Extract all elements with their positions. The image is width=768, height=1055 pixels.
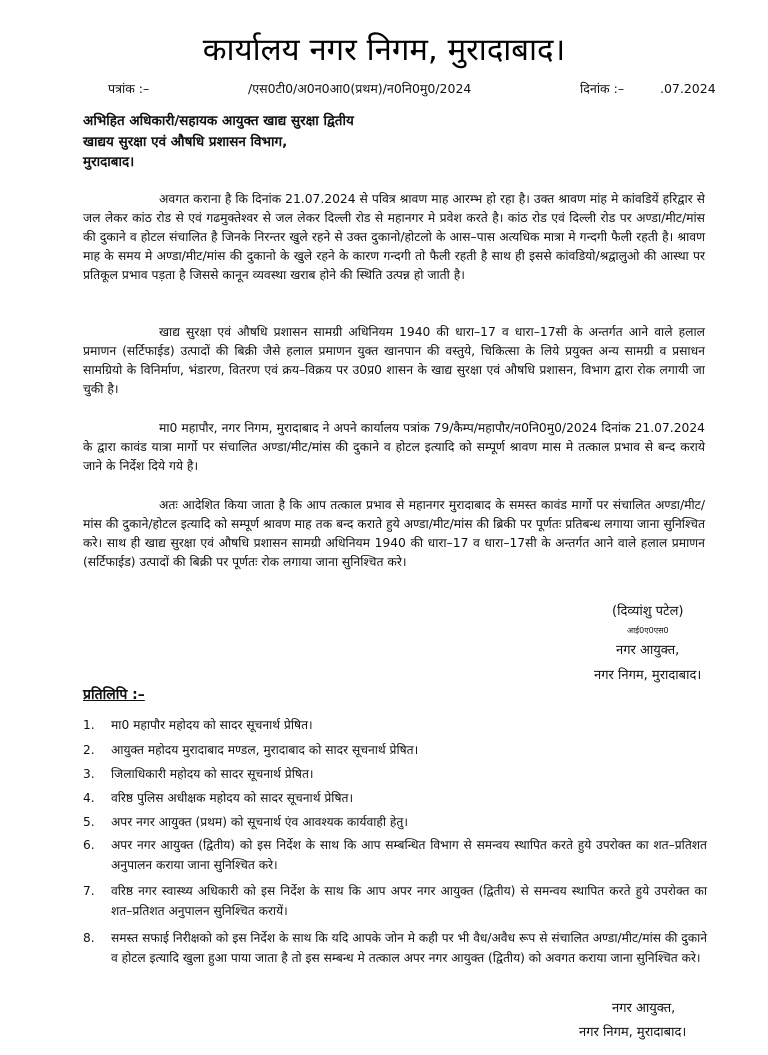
- copy-item: आयुक्त महोदय मुरादाबाद मण्डल, मुरादाबाद को सादर सूचनार्थ प्रेषित।: [111, 743, 419, 757]
- office-title: कार्यालय नगर निगम, मुरादाबाद।: [202, 32, 566, 68]
- body-paragraph-4: अतः आदेशित किया जाता है कि आप तत्काल प्रभाव से महानगर मुरादाबाद के समस्त कावंड मार्गो पर संचालित अण्डा/मीट/मांस की दुकाने/होटल इत्यादि को सम्पूर्ण श्रावण माह तक बन्द कराते हुये अण्डा/मीट/मांस की ब्रिकी पर पूर्णतः प्रतिबन्ध लगाया जाना सुनिश्चित करे। साथ ही खाद्य सुरक्षा एवं औषधि प्रशासन सामग्री अधिनियम 1940 की धारा–17 व धारा–17सी के अन्तर्गत आने वाले हलाल प्रमाणन (सर्टिफाईड) उत्पादों की बिक्री पर पूर्णतः रोक लगाया जाना सुनिश्चित करे।: [83, 498, 705, 569]
- body-paragraph-3: मा0 महापौर, नगर निगम, मुरादाबाद ने अपने कार्यालय पत्रांक 79/कैम्प/महापौर/न0नि0मु0/2024 दिनांक 21.07.2024 के द्वारा कावंड यात्रा मार्गो पर संचालित अण्डा/मीट/मांस की दुकाने व होटल इत्यादि को सम्पूर्ण श्रावण मास मे तत्काल प्रभाव से बन्द कराये जाने के निर्देश दिये गये है।: [83, 421, 705, 473]
- copy-item: जिलाधिकारी महोदय को सादर सूचनार्थ प्रेषित।: [111, 767, 314, 781]
- reference-number: /एस0टी0/अ0न0आ0(प्रथम)/न0नि0मु0/2024: [248, 81, 472, 96]
- addressee-line-3: मुरादाबाद।: [83, 154, 135, 170]
- signatory-office: नगर निगम, मुरादाबाद।: [594, 668, 702, 683]
- copy-item-number: 5.: [83, 815, 95, 829]
- body-paragraph-1: अवगत कराना है कि दिनांक 21.07.2024 से पवित्र श्रावण माह आरम्भ हो रहा है। उक्त श्रावण मांह मे कांवडियें हरिद्वार से जल लेकर कांठ रोड से एवं गढमुक्तेश्वर से जल लेकर दिल्ली रोड से महानगर मे प्रवेश करते है। कांठ रोड एवं दिल्ली रोड पर अण्डा/मीट/मांस की दुकाने व होटल संचालित है जिनके निरन्तर खुले रहने से उक्त दुकानो/होटलो के आस–पास अत्यधिक मात्रा मे गन्दगी फैली रहती है। श्रावण माह के समय मे अण्डा/मीट/मांस की दुकानो के खुले रहने के कारण गन्दगी तो फैली रहती है साथ ही इससे कांवडियो/श्रद्वालुओ की आस्था पर प्रतिकूल प्रभाव पड़ता है जिससे कानून व्यवस्था खराब होने की स्थिति उत्पन्न हो जाती है।: [83, 192, 705, 282]
- copy-item-number: 7.: [83, 884, 95, 898]
- copy-item-number: 1.: [83, 718, 95, 732]
- copy-item-number: 4.: [83, 791, 95, 805]
- date-label: दिनांक :–: [580, 81, 625, 96]
- signatory-name: (दिव्यांशु पटेल): [612, 604, 684, 619]
- signatory-designation: नगर आयुक्त,: [616, 643, 680, 658]
- copy-item-number: 3.: [83, 767, 95, 781]
- addressee-line-2: खाद्यय सुरक्षा एवं औषधि प्रशासन विभाग,: [83, 134, 288, 150]
- copy-item-number: 2.: [83, 743, 95, 757]
- reference-label: पत्रांक :–: [108, 81, 150, 96]
- signatory-service: आई0ए0एस0: [627, 626, 669, 635]
- copy-item-number: 8.: [83, 931, 95, 945]
- footer-office: नगर निगम, मुरादाबाद।: [579, 1025, 687, 1040]
- copy-item: अपर नगर आयुक्त (प्रथम) को सूचनार्थ एंव आवश्यक कार्यवाही हेतु।: [111, 815, 408, 829]
- addressee-line-1: अभिहित अधिकारी/सहायक आयुक्त खाद्य सुरक्षा द्वितीय: [83, 113, 354, 129]
- copy-item: समस्त सफाई निरीक्षको को इस निर्देश के साथ कि यदि आपके जोन मे कही पर भी वैध/अवैध रूप से संचालित अण्डा/मीट/मांस की दुकाने व होटल इत्यादि खुला हुआ पाया जाता है तो इस सम्बन्ध मे तत्काल अपर नगर आयुक्त (द्वितीय) को अवगत कराया जाना सुनिश्चित करे।: [111, 931, 707, 965]
- footer-designation: नगर आयुक्त,: [612, 1001, 676, 1016]
- body-paragraph-2: खाद्य सुरक्षा एवं औषधि प्रशासन सामग्री अधिनियम 1940 की धारा–17 व धारा–17सी के अन्तर्गत आने वाले हलाल प्रमाणन (सर्टिफाईड) उत्पादों की बिक्री जैसे हलाल प्रमाणन युक्त खानपान की वस्तुये, चिकित्सा के लिये प्रयुक्त अन्य सामग्री व प्रसाधन सामग्रियो के विनिर्माण, भंडारण, वितरण एवं क्रय–विक्रय पर उ0प्र0 शासन के खाद्य सुरक्षा एवं औषधि प्रशासन, विभाग द्वारा रोक लगायी जा चुकी है।: [83, 325, 705, 396]
- date-value: .07.2024: [660, 81, 716, 96]
- copy-item: वरिष्ठ नगर स्वास्थ्य अधिकारी को इस निर्देश के साथ कि आप अपर नगर आयुक्त (द्वितीय) से समन्वय स्थापित करते हुये उपरोक्त का शत–प्रतिशत अनुपालन सुनिश्चित करायें।: [111, 884, 707, 918]
- copy-heading: प्रतिलिपि :–: [83, 687, 145, 703]
- copy-item: मा0 महापौर महोदय को सादर सूचनार्थ प्रेषित।: [111, 718, 313, 732]
- copy-item: अपर नगर आयुक्त (द्वितीय) को इस निर्देश के साथ कि आप सम्बन्धित विभाग से समन्वय स्थापित करते हुये उपरोक्त का शत–प्रतिशत अनुपालन कराया जाना सुनिश्चित करे।: [111, 838, 707, 872]
- copy-item-number: 6.: [83, 838, 95, 852]
- copy-item: वरिष्ठ पुलिस अधीक्षक महोदय को सादर सूचनार्थ प्रेषित।: [111, 791, 354, 805]
